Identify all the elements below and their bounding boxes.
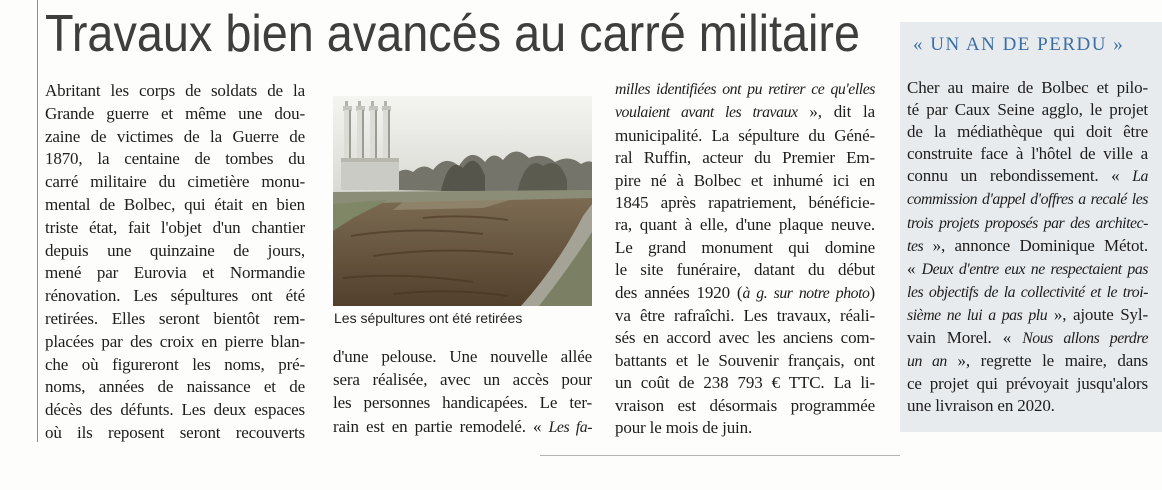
sidebar-line: une livraison en 2020. [907,396,1055,416]
article-line: noms, années de naissance et de [45,377,305,397]
article-line: municipalité. La sépulture du Géné- [615,125,875,145]
quote-segment: commission d'appel d'offres a recalé les [907,191,1148,209]
quote-segment: les objectifs de la collectivité et le troi- [907,283,1148,301]
article-line: battants et le Souvenir français, ont [615,350,875,370]
article-line: ra, quant à elle, d'une plaque neuve. [615,215,875,235]
article-line [333,415,592,439]
line-segment: », regrette le maire, dans [946,351,1148,371]
sidebar-line [907,188,1148,211]
sidebar-line: construite face à l'hôtel de ville a [907,144,1148,164]
article-line: pour le mois de juin. [615,418,753,438]
article-line: mené par Eurovia et Normandie [45,263,305,283]
article-line: où ils reposent seront recouverts [45,422,305,442]
article-line: sera réalisée, avec un accès pour [333,370,592,390]
sidebar-line [907,235,1148,258]
article-column-1 [45,80,305,445]
article-line: Grande guerre et même une dou- [45,103,305,123]
article-line: décès des défunts. Les deux espaces [45,400,305,420]
article-line [615,282,875,305]
bottom-rule [540,455,900,456]
line-segment: », dit la [797,102,875,122]
article-line: les personnes handicapées. Le ter- [333,393,592,413]
photo-caption: Les sépultures ont été retirées [334,310,523,326]
quote-segment: voulaient avant les travaux [615,104,798,122]
line-segment: rain est en partie remodelé. « [333,416,549,436]
line-segment: des années 1920 ( [615,282,743,302]
article-line: Le grand monument qui domine [615,237,875,257]
sidebar-line [907,281,1148,304]
quote-segment: Deux d'entre eux ne respectaient pas [921,260,1148,278]
article-line: ral Ruffin, acteur du Premier Em- [615,148,875,168]
line-segment: « [907,258,922,278]
quote-segment: Les fa- [548,418,592,436]
sidebar-line [907,304,1148,327]
sidebar-line [907,327,1148,350]
article-line: triste état, fait l'objet d'un chantier [45,217,305,237]
sidebar-line [907,212,1148,235]
article-line: 1870, la centaine de tombes du [45,149,305,169]
article-line: mental de Bolbec, qui était en bien [45,194,305,214]
sidebar-title: « UN AN DE PERDU » [913,34,1125,55]
line-segment: vain Morel. « [907,328,1023,348]
article-line: zaine de victimes de la Guerre de [45,126,305,146]
article-line: che où figureront les noms, pré- [45,354,305,374]
quote-segment: sième ne lui a pas plu [907,306,1048,324]
article-line [615,78,875,101]
sidebar-line: de la médiathèque qui doit être [907,122,1148,142]
article-line: placées par des croix en pierre blan- [45,331,305,351]
sidebar-line: Cher au maire de Bolbec et pilo- [907,78,1148,97]
article-line: le site funéraire, datant du début [615,260,875,280]
article-line: 1845 après rapatriement, bénéficie- [615,193,875,213]
article-line: sés en accord avec les anciens com- [615,328,875,348]
article-line: un coût de 238 793 € TTC. La li- [615,373,875,393]
quote-segment: Nous allons perdre [1022,330,1149,348]
line-segment: », ajoute Syl- [1047,304,1148,324]
photo-reference: à g. sur notre photo [742,284,870,302]
article-line: carré militaire du cimetière monu- [45,172,305,192]
sidebar-line: té par Caux Seine agglo, le projet [907,100,1148,120]
article-line: depuis une quinzaine de jours, [45,240,305,260]
column-rule [37,0,38,442]
quote-segment: trois projets proposés par des architec- [907,214,1148,232]
article-column-2 [333,345,592,439]
sidebar-line [907,258,1148,281]
line-segment: connu un rebondissement. « [907,166,1133,186]
line-segment: ) [869,282,875,302]
article-column-3 [615,78,875,440]
quote-segment: tes [907,237,924,255]
article-line: va être rafraîchi. Les travaux, réali- [615,306,875,326]
article-line: rénovation. Les sépultures ont été [45,286,305,306]
news-photo [333,96,592,306]
article-line: pire né à Bolbec et inhumé ici en [615,170,875,190]
article-line: Abritant les corps de soldats de la [45,81,305,100]
article-line: d'une pelouse. Une nouvelle allée [333,347,592,366]
quote-segment: un an [907,353,947,371]
article-line: vraison est désormais programmée [615,395,875,415]
quote-segment: milles identifiées ont pu retirer ce qu'elles [615,81,875,98]
sidebar-line [907,350,1148,373]
line-segment: », annonce Dominique Métot. [923,235,1148,255]
article-line [615,101,875,124]
quote-segment: La [1132,168,1148,186]
sidebar-text [907,77,1148,417]
sidebar-line [907,165,1148,188]
headline: Travaux bien avancés au carré militaire [45,5,861,63]
article-line: retirées. Elles seront bientôt rem- [45,308,305,328]
sidebar-line: ce projet qui prévoyait jusqu'alors [907,374,1148,394]
